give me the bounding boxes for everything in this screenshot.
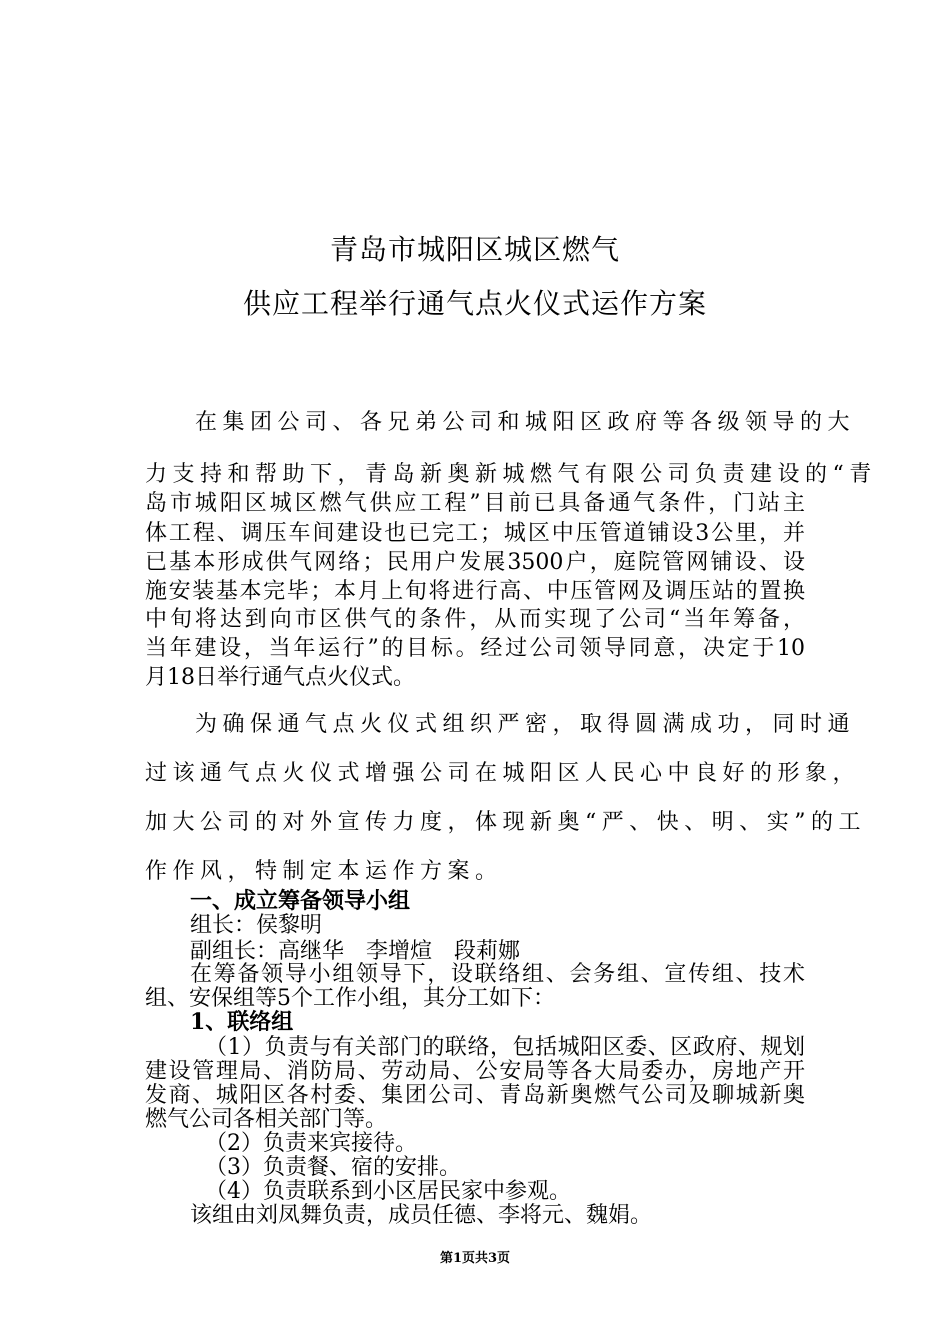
purpose-line: 作作风，特制定本运作方案。 xyxy=(145,859,503,884)
purpose-line: 过该通气点火仪式增强公司在城阳区人民心中良好的形象， xyxy=(145,761,861,786)
duty-item: （4）负责联系到小区居民家中参观。 xyxy=(205,1179,571,1204)
purpose-line: 为确保通气点火仪式组织严密，取得圆满成功，同时通 xyxy=(195,712,856,737)
title-line-2: 供应工程举行通气点火仪式运作方案 xyxy=(242,287,707,320)
duty-item: （3）负责餐、宿的安排。 xyxy=(205,1155,461,1180)
duty-item: 发商、城阳区各村委、集团公司、青岛新奥燃气公司及聊城新奥 xyxy=(145,1083,805,1108)
leader-line: 组长：侯黎明 xyxy=(190,913,323,938)
subsection-heading: 1、联络组 xyxy=(190,1009,294,1035)
intro-line: 当年建设，当年运行”的目标。经过公司领导同意，决定于10 xyxy=(145,636,805,661)
groups-line: 组、安保组等5个工作小组，其分工如下： xyxy=(145,986,555,1011)
title-line-1: 青岛市城阳区城区燃气 xyxy=(329,233,620,266)
members-line: 该组由刘凤舞负责，成员任德、李将元、魏娟。 xyxy=(190,1203,653,1228)
section-heading: 一、成立筹备领导小组 xyxy=(190,888,411,914)
intro-line: 在集团公司、各兄弟公司和城阳区政府等各级领导的大 xyxy=(195,410,856,435)
page-number: 第1页共3页 xyxy=(439,1251,511,1266)
intro-line: 月18日举行通气点火仪式。 xyxy=(145,665,415,690)
duty-item: （2）负责来宾接待。 xyxy=(205,1131,417,1156)
deputy-line: 副组长：高继华 李增煊 段莉娜 xyxy=(190,939,521,964)
duty-item: 建设管理局、消防局、劳动局、公安局等各大局委办，房地产开 xyxy=(145,1059,805,1084)
groups-line: 在筹备领导小组领导下，设联络组、会务组、宣传组、技术 xyxy=(190,962,805,987)
intro-line: 已基本形成供气网络；民用户发展3500户，庭院管网铺设、设 xyxy=(145,550,805,575)
intro-line: 力支持和帮助下，青岛新奥新城燃气有限公司负责建设的“青 xyxy=(145,462,877,487)
intro-line: 中旬将达到向市区供气的条件，从而实现了公司“当年筹备， xyxy=(145,607,805,632)
duty-item: （1）负责与有关部门的联络，包括城阳区委、区政府、规划 xyxy=(205,1035,805,1060)
purpose-line: 加大公司的对外宣传力度，体现新奥“严、快、明、实”的工 xyxy=(145,810,866,835)
duty-item: 燃气公司各相关部门等。 xyxy=(145,1107,388,1132)
intro-line: 体工程、调压车间建设也已完工；城区中压管道铺设3公里，并 xyxy=(145,521,805,546)
intro-line: 岛市城阳区城区燃气供应工程”目前已具备通气条件，门站主 xyxy=(145,491,805,516)
intro-line: 施安装基本完毕；本月上旬将进行高、中压管网及调压站的置换 xyxy=(145,579,805,604)
